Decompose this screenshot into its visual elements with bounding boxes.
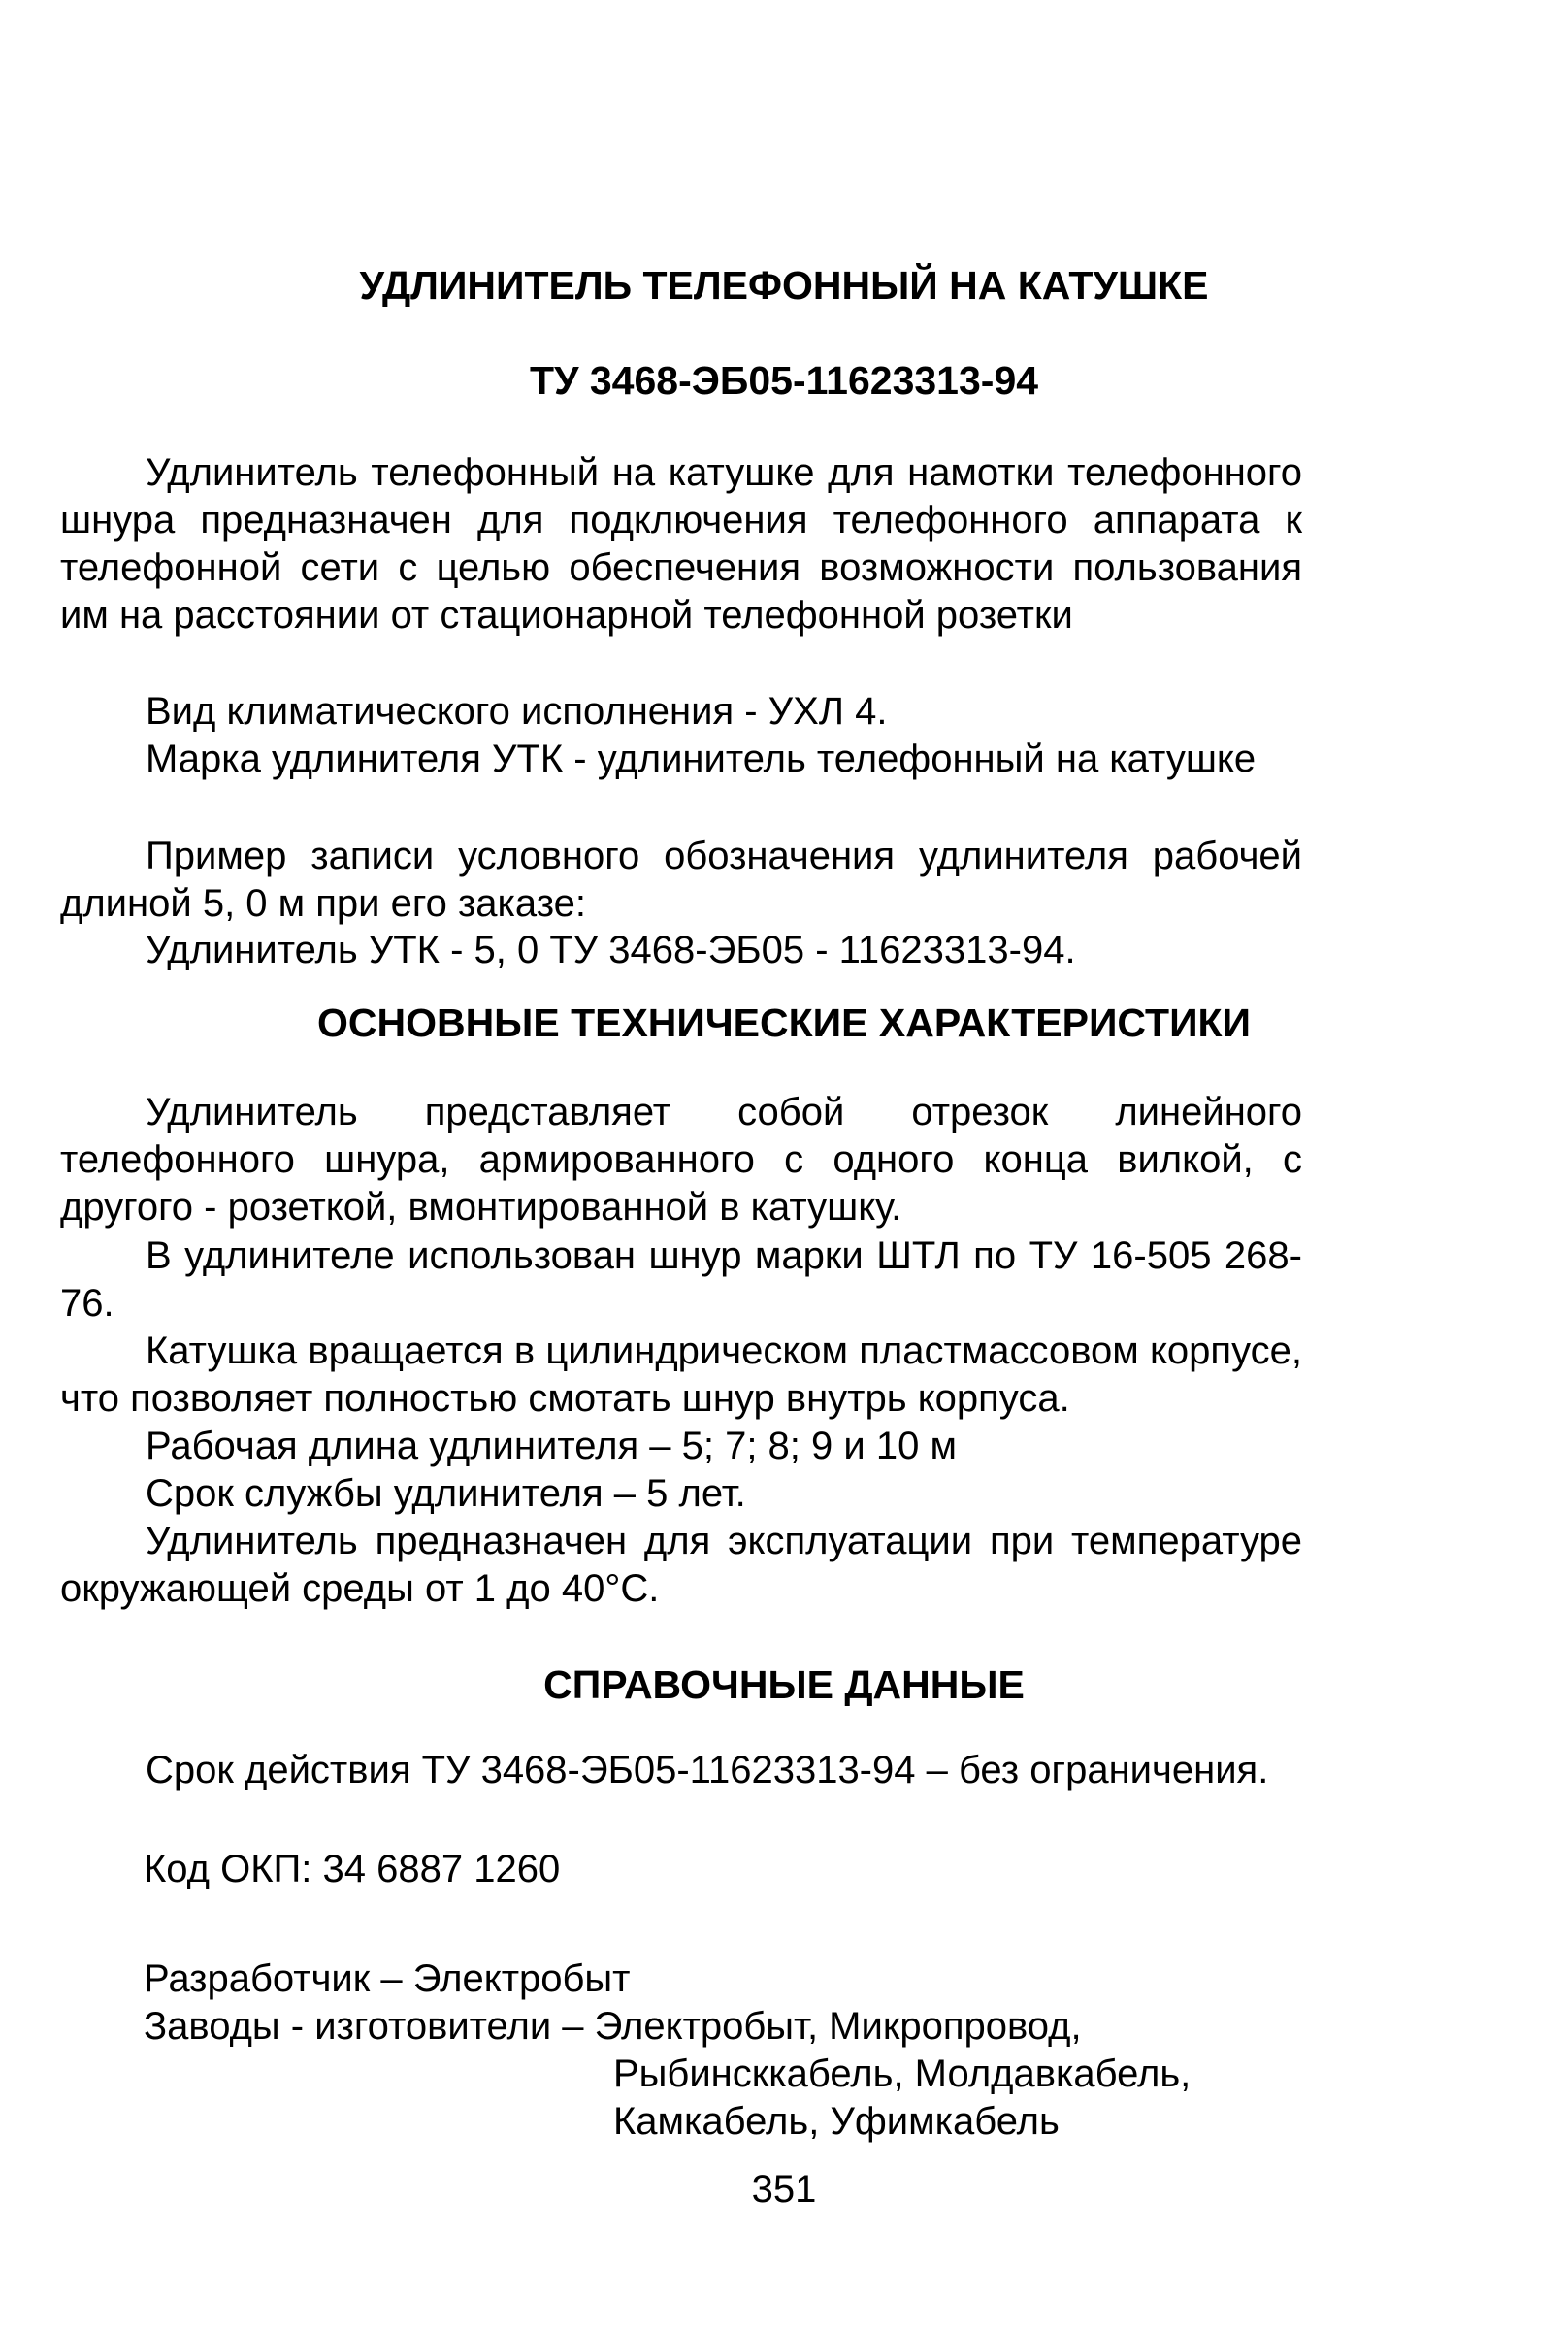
reference-validity: Срок действия ТУ 3468-ЭБ05-11623313-94 – без ограничения. bbox=[146, 1749, 1269, 1791]
intro-example-value: Удлинитель УТК - 5, 0 ТУ 3468-ЭБ05 - 11623313-94. bbox=[146, 929, 1076, 971]
intro-brand: Марка удлинителя УТК - удлинитель телефонный на катушке bbox=[146, 738, 1257, 780]
document-title: УДЛИНИТЕЛЬ ТЕЛЕФОННЫЙ НА КАТУШКЕ bbox=[359, 263, 1209, 308]
reference-manufacturers-cont: Рыбинсккабель, Молдавкабель, bbox=[613, 2052, 1192, 2095]
reference-manufacturers: Заводы - изготовители – Электробыт, Микропровод, bbox=[144, 2005, 1082, 2048]
spec-number: ТУ 3468-ЭБ05-11623313-94 bbox=[529, 358, 1039, 403]
reference-developer: Разработчик – Электробыт bbox=[144, 1957, 631, 2000]
characteristics-paragraph: В удлинителе использован шнур марки ШТЛ по ТУ 16-505 268-76. bbox=[60, 1234, 1302, 1325]
page-number: 351 bbox=[751, 2168, 817, 2211]
characteristics-paragraph: Удлинитель представляет собой отрезок линейного телефонного шнура, армированного с одного конца вилкой, с другого - розеткой, вмонтированной в катушку. bbox=[60, 1091, 1302, 1229]
characteristics-heading: ОСНОВНЫЕ ТЕХНИЧЕСКИЕ ХАРАКТЕРИСТИКИ bbox=[316, 1001, 1252, 1045]
characteristics-paragraph: Рабочая длина удлинителя – 5; 7; 8; 9 и 10 м bbox=[146, 1425, 957, 1467]
intro-climate: Вид климатического исполнения - УХЛ 4. bbox=[146, 690, 888, 733]
characteristics-paragraph: Удлинитель предназначен для эксплуатации при температуре окружающей среды от 1 до 40°С. bbox=[60, 1520, 1302, 1610]
reference-manufacturers-cont: Камкабель, Уфимкабель bbox=[613, 2100, 1060, 2143]
intro-description: Удлинитель телефонный на катушке для намотки телефонного шнура предназначен для подключения телефонного аппарата к телефонной сети с целью обеспечения возможности пользования им на расстоянии от стационарной телефонной розетки bbox=[60, 451, 1302, 637]
reference-okp-code: Код ОКП: 34 6887 1260 bbox=[144, 1848, 561, 1890]
characteristics-paragraph: Срок службы удлинителя – 5 лет. bbox=[146, 1472, 746, 1515]
intro-example: Пример записи условного обозначения удлинителя рабочей длиной 5, 0 м при его заказе: bbox=[60, 835, 1302, 925]
characteristics-paragraph: Катушка вращается в цилиндрическом пластмассовом корпусе, что позволяет полностью смотать шнур внутрь корпуса. bbox=[60, 1330, 1302, 1420]
reference-heading: СПРАВОЧНЫЕ ДАННЫЕ bbox=[543, 1662, 1025, 1707]
